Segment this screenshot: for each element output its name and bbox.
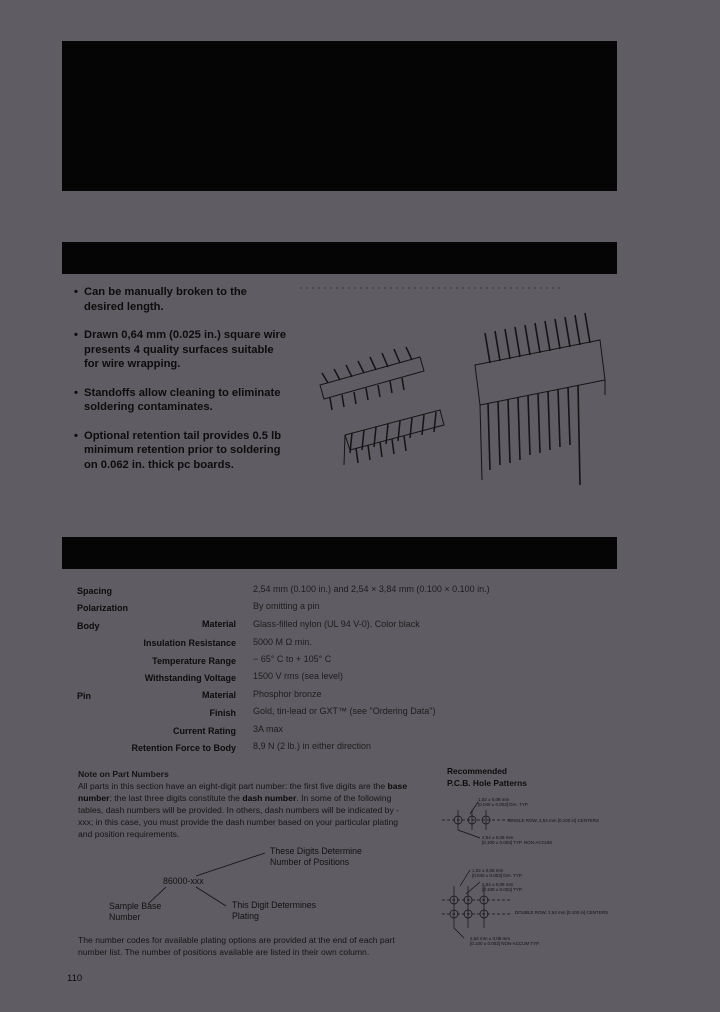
spec-value-withstanding: 1500 V rms (sea level) <box>253 671 344 681</box>
spec-value-body-material: Glass-filled nylon (UL 94 V-0). Color black <box>253 619 420 629</box>
spec-label-current: Current Rating <box>173 726 236 736</box>
spec-label-spacing: Spacing <box>77 586 113 596</box>
spec-label-withstanding: Withstanding Voltage <box>144 673 236 683</box>
spec-label-retention: Retention Force to Body <box>131 743 236 753</box>
feature-item: • Drawn 0,64 mm (0.025 in.) square wire presents 4 quality surfaces suitable for wire wrapping. <box>74 328 289 372</box>
pcb-title: Recommended P.C.B. Hole Patterns <box>447 766 527 788</box>
page-number: 110 <box>67 973 83 984</box>
spec-value-temperature: − 65° C to + 105° C <box>253 654 332 664</box>
spec-label-finish: Finish <box>209 708 236 718</box>
spec-label-pin: Pin <box>77 691 92 701</box>
note-title: Note on Part Numbers <box>78 769 169 779</box>
spec-label-pin-material: Material <box>201 690 236 700</box>
note-dash-number: dash number <box>242 793 297 803</box>
pcb-single-hole-dim: 1,02 ± 0,08 mm [0.040 ± 0.003] DIA. TYP. <box>478 797 529 807</box>
feature-item: • Standoffs allow cleaning to eliminate soldering contaminates. <box>74 386 289 415</box>
spec-value-current: 3A max <box>253 724 284 734</box>
feature-item: • Can be manually broken to the desired length. <box>74 285 289 314</box>
sample-part-number: 86000-xxx <box>163 876 204 886</box>
spec-value-polarization: By omitting a pin <box>253 601 320 611</box>
pcb-single-spacing-dim: 2,54 ± 0,08 mm [0.100 ± 0.003] TYP. NON-ACCUM <box>482 835 552 845</box>
spec-value-insulation: 5000 M Ω min. <box>253 637 312 647</box>
note-text: All parts in this section have an eight-digit part number: the first five digits are the <box>78 781 388 791</box>
spec-label-polarization: Polarization <box>77 603 129 613</box>
pcb-single-row-label: SINGLE ROW, 2,54 mm [0.100 in] CENTERS <box>508 818 600 823</box>
note-text: . In some of the following tables, dash numbers will be provided. In others, dash numbers will be indicated by -xxx; in this case, you must provide the dash number based on your particular plating and position requirements. <box>78 793 400 839</box>
pcb-double-row-label: DOUBLE ROW, 2,54 mm [0.100 in] CENTERS <box>515 910 609 915</box>
pcb-double-hole-dim: 1,02 ± 0,08 mm [0.040 ± 0.003] DIA. TYP. <box>472 868 523 878</box>
spec-label-body-material: Material <box>201 619 236 629</box>
base-number-label: Sample Base Number <box>109 901 162 922</box>
note-text: ; the last three digits constitute the <box>109 793 243 803</box>
spec-value-spacing: 2,54 mm (0.100 in.) and 2,54 × 3,84 mm (0.100 × 0.100 in.) <box>253 584 490 594</box>
spec-label-body: Body <box>77 621 100 631</box>
spec-label-insulation: Insulation Resistance <box>143 638 236 648</box>
pcb-double-spacing-dim: 2,54 ± 0,08 mm [0.100 ± 0.003] TYP. <box>482 882 523 892</box>
positions-label: These Digits Determine Number of Positions <box>270 846 362 867</box>
feature-item: • Optional retention tail provides 0.5 lb minimum retention prior to soldering on 0.062 in. thick pc boards. <box>74 429 289 473</box>
spec-value-finish: Gold, tin-lead or GXT™ (see "Ordering Data") <box>253 706 436 716</box>
plating-label: This Digit Determines Plating <box>232 900 317 921</box>
spec-label-temperature: Temperature Range <box>152 656 236 666</box>
pcb-double-accum-dim: 2,54 mm ± 0,08 mm [0.100 ± 0.003] NON-ACCUM TYP. <box>470 936 540 946</box>
spec-value-retention: 8,9 N (2 lb.) in either direction <box>253 741 372 751</box>
plating-footnote: The number codes for available plating options are provided at the end of each part number list. The number of positions available are listed in their own column. <box>78 935 395 957</box>
note-base-number: base number <box>78 781 408 803</box>
pcb-hole-pattern-diagram <box>440 790 620 950</box>
spec-value-pin-material: Phosphor bronze <box>253 689 322 699</box>
